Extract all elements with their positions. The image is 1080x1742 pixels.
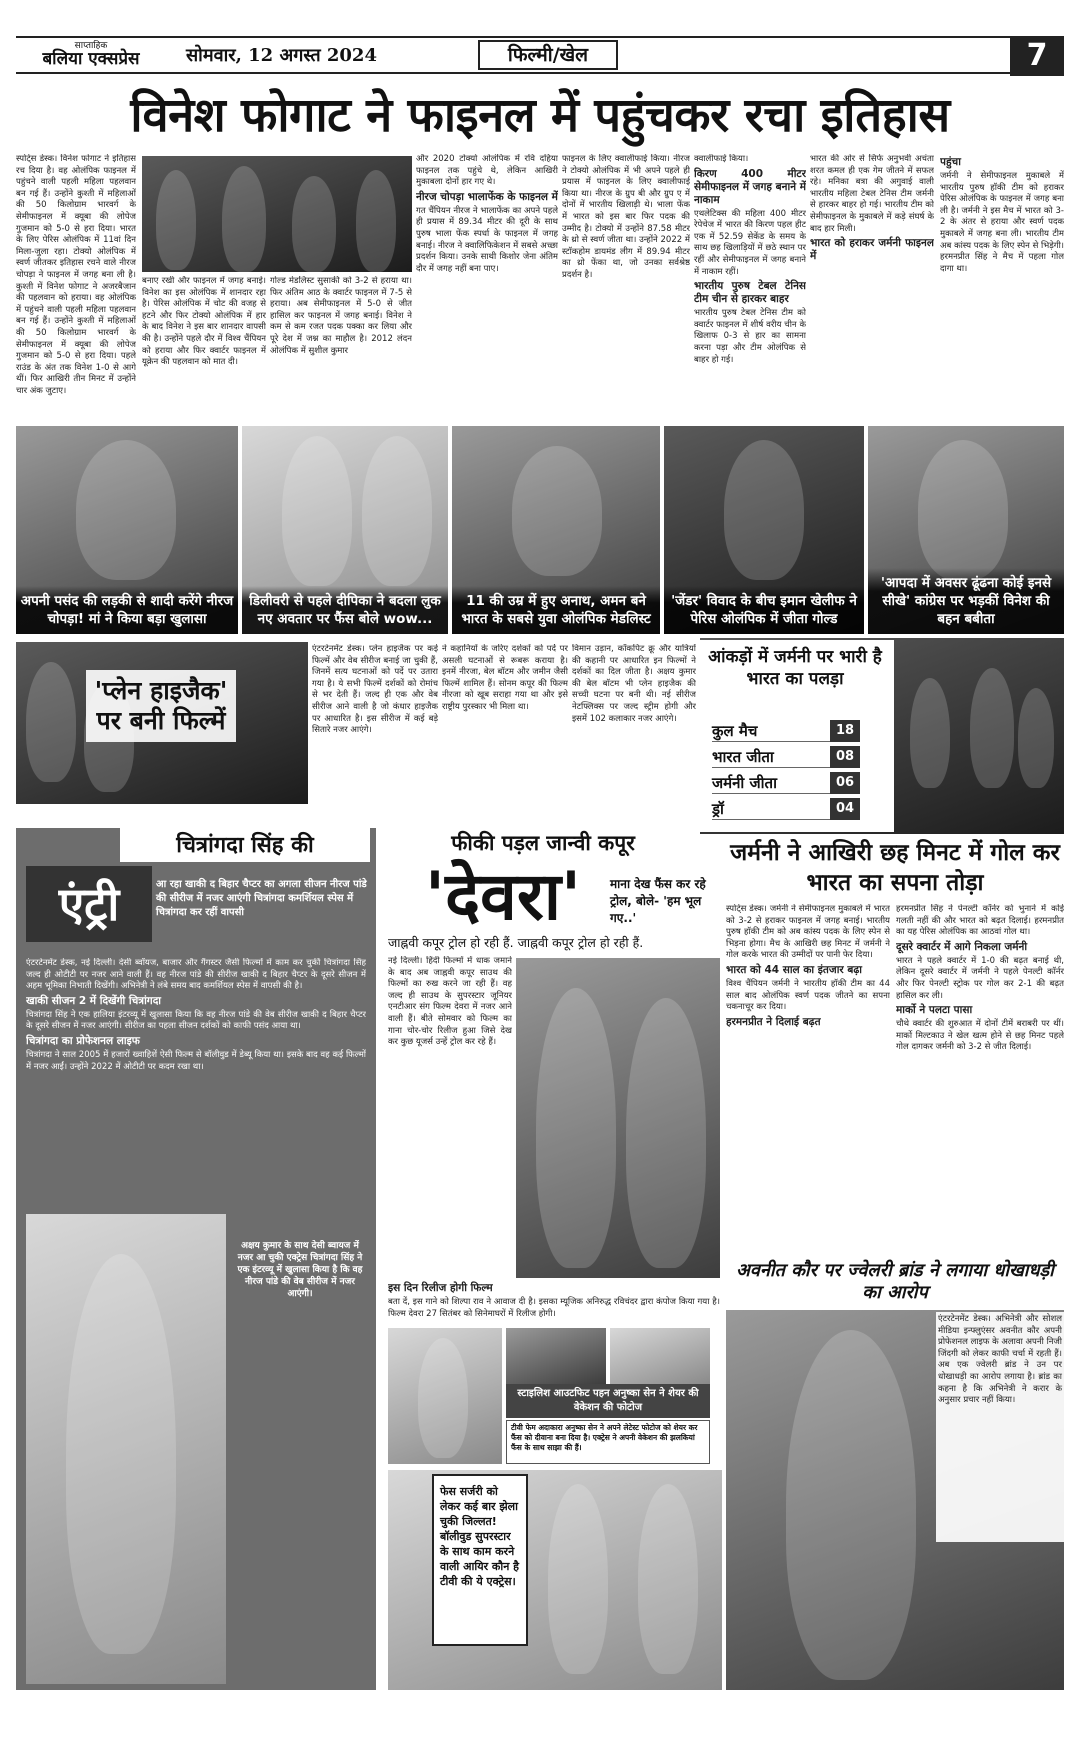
score-row-total [712, 720, 855, 742]
lead-col-6-body: एथलेटिक्स की महिला 400 मीटर रेपेचेज में भारत की किरण पहल हीट एक में 52.59 सेकेंड के समय के साथ छह खिलाड़ियों में छठे स्थान पर रहीं और सेमीफाइनल में जगह बनाने में नाकाम रहीं। [694, 208, 806, 277]
lead-col-6 [694, 154, 806, 416]
lead-subhead-germany: भारत को हराकर जर्मनी फाइनल में [810, 237, 934, 263]
devara-side-deck: माना देख फैंस कर रहे ट्रोल, बोले- 'हम भूल गए..' [610, 877, 706, 925]
devara-photo [516, 958, 720, 1278]
devara-body [388, 956, 512, 1278]
issue-date: सोमवार, 12 अगस्त 2024 [186, 45, 377, 66]
lead-col-8-body: जर्मनी ने सेमीफाइनल मुकाबले में भारतीय पुरुष हॉकी टीम को हराकर पेरिस ओलंपिक के फाइनल में जगह बना ली है। जर्मनी ने इस मैच में भारत को 3-2 के अंतर से हराया और स्वर्ण पदक मुकाबले में जगह बना ली। भारतीय टीम अब कांस्य पदक के लिए स्पेन से भिड़ेगी। हरमनप्रीत सिंह ने मैच में पहला गोल दागा था। [940, 171, 1064, 274]
score-value: 06 [830, 772, 860, 794]
strip-item-neeraj[interactable] [16, 426, 238, 634]
lead-col-6b-body: भारतीय पुरुष टेबल टेनिस टीम को क्वार्टर फाइनल में शीर्ष वरीय चीन के खिलाफ 0-3 से हार का सामना करना पड़ा और टीम ओलंपिक से बाहर हो गई। [694, 308, 806, 365]
strip-caption: 'जेंडर' विवाद के बीच इमान खेलीफ ने पेरिस ओलंपिक में जीता गोल्ड [664, 586, 864, 634]
score-label: कुल मैच [712, 722, 758, 740]
devara-body-2: बता दें, इस गाने को शिल्पा राव ने आवाज दी है। इसका म्यूजिक अनिरुद्ध रविचंदर द्वारा कंपोज किया गया है। फिल्म देवरा 27 सितंबर को सिनेमाघरों में रिलीज होगी। [388, 1297, 720, 1319]
main-headline: विनेश फोगाट ने फाइनल में पहुंचकर रचा इतिहास [130, 88, 950, 143]
lead-col-7 [810, 154, 934, 416]
page-footer-margin [0, 1712, 1080, 1742]
chitrangda-body [26, 958, 366, 1208]
hijack-col-3: विमान उड़ान, कॉकपिट क्रू और यात्रियों की कहानी पर आधारित इन फिल्मों ने दर्शकों का दिल जीता है। अक्षय कुमार की बेल बॉटम भी प्लेन हाइजैक की सच्ची घटना पर बनी थी। नई सीरीज नेटफ्लिक्स पर जल्द स्ट्रीम होगी और इसमें 102 कलाकार नजर आएंगे। [572, 644, 696, 724]
chitrangda-photo [26, 1214, 226, 1684]
germany-col2c-body: चौथे क्वार्टर की शुरुआत में दोनों टीमें बराबरी पर थीं। मार्को मिल्टकाउ ने खेल खत्म होने से छह मिनट पहले गोल दागकर जर्मनी को 3-2 से जीत दिलाई। [896, 1019, 1064, 1053]
germany-body-2: विश्व चैंपियन जर्मनी ने भारतीय हॉकी टीम का 44 साल बाद ओलंपिक स्वर्ण पदक जीतने का सपना चकनाचूर कर दिया। [726, 978, 890, 1013]
score-row-india [712, 746, 855, 768]
lead-subhead-kiran: किरण 400 मीटर सेमीफाइनल में जगह बनाने में नाकाम [694, 167, 806, 206]
strip-caption: 11 की उम्र में हुए अनाथ, अमन बने भारत के सबसे युवा ओलंपिक मेडलिस्ट [452, 586, 660, 634]
anushka-photo-3 [610, 1328, 710, 1384]
face-surgery-text: फेस सर्जरी को लेकर कई बार झेला चुकी जिल्लत! बॉलीवुड सुपरस्टार के साथ काम करने वाली आयिर कौन है टीवी की ये एक्ट्रेस। [432, 1474, 528, 1646]
chitrangda-body-3: चित्रांगदा ने साल 2005 में हजारों ख्वाहिशें ऐसी फिल्म से बॉलीवुड में डेब्यू किया था। इसके बाद वह कई फिल्मों में नजर आईं। उन्होंने 2022 में ओटीटी पर कदम रखा था। [26, 1049, 366, 1072]
anushka-caption: स्टाइलिश आउटफिट पहन अनुष्का सेन ने शेयर की वेकेशन की फोटोज [506, 1384, 710, 1418]
germany-col2-body: हरमनप्रीत सिंह ने पेनल्टी कॉर्नर को भुनाने में कोई गलती नहीं की और भारत को बढ़त दिलाई। हरमनप्रीत का यह पेरिस ओलंपिक का आठवां गोल था। [896, 904, 1064, 938]
entry-title: एंट्री [26, 866, 152, 942]
strip-item-imane[interactable] [664, 426, 864, 634]
devara-kicker: फीकी पड़ल जान्वी कपूर [451, 831, 635, 855]
score-value: 18 [830, 720, 860, 742]
score-row-germany [712, 772, 855, 794]
germany-headline: जर्मनी ने आखिरी छह मिनट में गोल कर भारत का सपना तोड़ा [730, 839, 1060, 896]
brand-tagline: साप्ताहिक [74, 41, 108, 51]
lead-col-8 [940, 154, 1064, 416]
strip-item-aman[interactable] [452, 426, 660, 634]
avneet-headline: अवनीत कौर पर ज्वेलरी ब्रांड ने लगाया धोखाधड़ी का आरोप [736, 1260, 1054, 1303]
lead-col-4-top: और 2020 टोक्यो ओलंपिक में रवि दहिया फाइनल तक पहुंचे थे, लेकिन आखिरी मुकाबला दोनों हार गए थे। [416, 154, 558, 188]
hijack-col-1: एंटरटेनमेंट डेस्क। प्लेन हाइजैक पर कई फिल्में और वेब सीरीज बनाई जा चुकी हैं, जिनमें सत्य घटनाओं को पर्दे पर उतारा गया है। ये सभी फिल्में दर्शकों को रोमांच से भर देती हैं। जल्द ही एक और वेब सीरीज आने वाली है जो कंधार हाइजैक पर आधारित है। इस सीरीज में कई बड़े सितारे नजर आएंगे। [312, 644, 438, 736]
avneet-body: एंटरटेनमेंट डेस्क। अभिनेत्री और सोशल मीडिया इन्फ्लुएंसर अवनीत कौर अपनी प्रोफेशनल लाइफ के अलावा अपनी निजी जिंदगी को लेकर काफी चर्चा में रहती हैं। अब एक ज्वेलरी ब्रांड ने उन पर धोखाधड़ी का आरोप लगाया है। ब्रांड का कहना है कि अभिनेत्री ने करार के अनुसार प्रचार नहीं किया। [936, 1312, 1064, 1542]
score-value: 04 [830, 798, 860, 820]
lead-photo-athletes [142, 156, 412, 272]
score-label: भारत जीता [712, 748, 774, 766]
chitrangda-subhead-1: खाकी सीजन 2 में दिखेंगी चित्रांगदा [26, 994, 162, 1007]
devara-title: 'देवरा' [424, 857, 582, 935]
germany-col-2 [896, 904, 1064, 1254]
lead-col-3: गोल्ड मेडलिस्ट सुसाकी को 3-2 से हराया था। फिर अंतिम आठ के क्वार्टर फाइनल में 7-5 से हराया। अब सेमीफाइनल में 5-0 से जीत हासिल कर फाइनल में जगह बनाई। विनेश ने कम से कम रजत पदक पक्का कर लिया और पूरे देश में जश्न का माहौल है। 2012 लंदन ओलंपिक में सुशील कुमार [270, 276, 412, 356]
lead-col-7-body: भारत की ओर से सिर्फ अनुभवी अचंता शरत कमल ही एक गेम जीतने में सफल रहे। मनिका बत्रा की अगुवाई वाली भारतीय महिला टेबल टेनिस टीम जर्मनी से हारकर बाहर हो गई। भारतीय टीम को सेमीफाइनल के मुकाबले में कड़े संघर्ष के बाद हार मिली। [810, 154, 934, 234]
chitrangda-title: चित्रांगदा सिंह की [120, 828, 370, 862]
germany-col-1 [726, 904, 890, 1254]
strip-caption: डिलीवरी से पहले दीपिका ने बदला लुक नए अवतार पर फैंस बोले wow... [242, 586, 448, 634]
lead-subhead-final: पहुंचा [940, 156, 961, 168]
anushka-note: टीवी फेम अदाकारा अनुष्का सेन ने अपने लेटेस्ट फोटोज को शेयर कर फैंस को दीवाना बना दिया है। एक्ट्रेस ने अपनी वेकेशन की झलकियां फैंस के साथ साझा की हैं। [506, 1420, 710, 1464]
chitrangda-subhead-2: चित्रांगदा का प्रोफेशनल लाइफ [26, 1034, 140, 1047]
scoreboard-title: आंकड़ों में जर्मनी पर भारी है भारत का पलड़ा [708, 647, 882, 689]
lead-col-4 [416, 154, 558, 416]
anushka-photo-2 [506, 1328, 606, 1384]
lead-subhead-neeraj: नीरज चोपड़ा भालाफेंक के फाइनल में [416, 190, 558, 203]
masthead [16, 36, 1064, 74]
hijack-title: 'प्लेन हाइजैक' पर बनी फिल्में [86, 670, 236, 742]
newspaper-brand [16, 42, 166, 68]
devara-footer [388, 1280, 720, 1320]
strip-caption: अपनी पसंद की लड़की से शादी करेंगे नीरज चोपड़ा! मां ने किया बड़ा खुलासा [16, 586, 238, 634]
chitrangda-body-2: चित्रांगदा सिंह ने एक हालिया इंटरव्यू में खुलासा किया कि वह नीरज पांडे की वेब सीरीज खाकी द बिहार चैप्टर के दूसरे सीजन में नजर आएंगी। सीरीज का पहला सीजन दर्शकों को काफी पसंद आया था। [26, 1009, 366, 1032]
brand-name: बलिया एक्सप्रेस [42, 49, 140, 69]
devara-subhead: इस दिन रिलीज होगी फिल्म [388, 1282, 493, 1294]
score-label: जर्मनी जीता [712, 774, 777, 792]
devara-body-1: नई दिल्ली। हिंदी फिल्मों में धाक जमाने के बाद अब जाह्नवी कपूर साउथ की फिल्मों का रुख करने जा रही हैं। वह जल्द ही साउथ के सुपरस्टार जूनियर एनटीआर संग फिल्म देवरा में नजर आने वाली हैं। बीते सोमवार को फिल्म का गाना चोर-चोर रिलीज हुआ जिसे देख कर कुछ यूजर्स उन्हें ट्रोल कर रहे हैं। [388, 956, 512, 1048]
hijack-col-2: ने कहानियों के जरिए दर्शकों को पर्दे पर असली घटनाओं से रूबरू कराया है। इनमें नीरजा, बेल बॉटम और जमीन जैसी फिल्में शामिल हैं। सोनम कपूर की फिल्म नीरजा को खूब सराहा गया था और इसे राष्ट्रीय पुरस्कार भी मिला था। [442, 644, 568, 712]
strip-caption: 'आपदा में अवसर ढूंढना कोई इनसे सीखे' कांग्रेस पर भड़कीं विनेश की बहन बबीता [868, 568, 1064, 634]
lead-col-1: स्पोर्ट्स डेस्क। विनेश फोगाट ने इतिहास रच दिया है। वह ओलंपिक फाइनल में पहुंचने वाली पहली महिला पहलवान बन गई हैं। उन्होंने कुश्ती में महिलाओं की 50 किलोग्राम भारवर्ग के सेमीफाइनल में क्यूबा की लोपेज गुजमान को 5-0 से हरा दिया। भारत के लिए पेरिस ओलंपिक में 11वां दिन मिला-जुला रहा। टोक्यो ओलंपिक में स्वर्ण जीतकर इतिहास रचने वाले नीरज चोपड़ा ने फाइनल में जगह बना ली है। कुश्ती में विनेश फोगाट ने अजरबैजान की पहलवान को हराया। वह ओलंपिक में पहुंचने वाली पहली महिला पहलवान बन गई हैं। उन्होंने कुश्ती में महिलाओं की 50 किलोग्राम भारवर्ग के सेमीफाइनल में क्यूबा की लोपेज गुजमान को 5-0 से हरा दिया। पहले राउंड के अंत तक विनेश 1-0 से आगे थीं। फिर आखिरी तीन मिनट में उन्होंने चार अंक जुटाए। [16, 154, 136, 396]
lead-subhead-tt: भारतीय पुरुष टेबल टेनिस टीम चीन से हारकर बाहर [694, 280, 806, 306]
lead-col-4-body: गत चैंपियन नीरज ने भालाफेंक का अपने पहले ही प्रयास में 89.34 मीटर की दूरी के साथ पुरुष भाला फेंक स्पर्धा के फाइनल में जगह बनाई। नीरज ने क्वालिफिकेशन में सबसे अच्छा प्रदर्शन किया। उनके साथी किशोर जेना अंतिम दौर में जगह नहीं बना पाए। [416, 205, 558, 274]
score-value: 08 [830, 746, 860, 768]
lead-col-6-top: क्वालीफाई किया। [694, 154, 749, 164]
score-row-draw [712, 798, 855, 820]
germany-subhead-4: मार्को ने पलटा पासा [896, 1004, 973, 1017]
germany-body-1: स्पोर्ट्स डेस्क। जर्मनी ने सेमीफाइनल मुकाबले में भारत को 3-2 से हराकर फाइनल में जगह बनाई। भारतीय पुरुष हॉकी टीम को अब कांस्य पदक के लिए स्पेन से भिड़ना होगा। मैच के आखिरी छह मिनट में जर्मनी ने गोल करके भारत की उम्मीदों पर पानी फेर दिया। [726, 904, 890, 961]
chitrangda-body-1: एंटरटेनमेंट डेस्क, नई दिल्ली। देसी ब्वॉयज, बाजार और गैंगस्टर जैसी फिल्मों में काम कर चुकीं चित्रांगदा सिंह जल्द ही ओटीटी पर नजर आने वाली हैं। वह नीरज पांडे की सीरीज खाकी द बिहार चैप्टर के दूसरे सीजन में अहम भूमिका निभाती दिखेंगी। अभिनेत्री ने लंबे समय बाद कमर्शियल स्पेस में वापसी की है। [26, 958, 366, 992]
score-label: ड्रॉ [712, 800, 724, 818]
chitrangda-deck: आ रहा खाकी द बिहार चैप्टर का अगला सीजन नीरज पांडे की सीरीज में नजर आएंगी चित्रांगदा कमर्शियल स्पेस में चित्रांगदा कर रहीं वापसी [156, 879, 367, 918]
germany-col2b-body: भारत ने पहले क्वार्टर में 1-0 की बढ़त बनाई थी, लेकिन दूसरे क्वार्टर में जर्मनी ने पहले पेनल्टी कॉर्नर और फिर पेनल्टी स्ट्रोक पर गोल कर 2-1 की बढ़त हासिल कर ली। [896, 955, 1064, 1001]
anushka-photo-1 [388, 1328, 502, 1464]
germany-subhead-3: दूसरे क्वार्टर में आगे निकला जर्मनी [896, 940, 1028, 953]
hijack-collage [16, 642, 308, 804]
page-number: 7 [1010, 36, 1064, 76]
lead-col-2: बनाए रखी और फाइनल में जगह बनाई। विनेश का इस ओलंपिक में शानदार रहा है। पेरिस ओलंपिक में चोट की वजह से हटने और फिर टोक्यो ओलंपिक में हार के बाद विनेश ने इस बार शानदार वापसी की है। उन्होंने पहले दौर में विश्व चैंपियन को हराया और फिर क्वार्टर फाइनल में यूक्रेन की पहलवान को मात दी। [142, 276, 266, 368]
germany-subhead-2: हरमनप्रीत ने दिलाई बढ़त [726, 1015, 821, 1028]
germany-subhead-1: भारत को 44 साल का इंतजार बढ़ा [726, 963, 863, 976]
lead-col-5: फाइनल के लिए क्वालीफाई किया। नीरज ने टोक्यो ओलंपिक में भी अपने पहले ही प्रयास में फाइनल के लिए क्वालीफाई किया था। नीरज के ग्रुप बी और ग्रुप ए में दोनों में भारतीय खिलाड़ी थे। भाला फेंक में भारत को इस बार फिर पदक की उम्मीद है। टोक्यो में उन्होंने 87.58 मीटर के थ्रो से स्वर्ण जीता था। उन्होंने 2022 में स्टॉकहोम डायमंड लीग में 89.94 मीटर का थ्रो फेंका था, जो उनका सर्वश्रेष्ठ प्रदर्शन है। [562, 154, 690, 280]
devara-deck: जाह्नवी कपूर ट्रोल हो रही हैं. जाह्नवी कपूर ट्रोल हो रही हैं. [388, 935, 644, 950]
section-tag: फिल्मी/खेल [478, 40, 618, 70]
strip-item-babita[interactable] [868, 426, 1064, 634]
chitrangda-quote: अक्षय कुमार के साथ देसी ब्वायज में नजर आ चुकी एक्ट्रेस चित्रांगदा सिंह ने एक इंटरव्यू में खुलासा किया है कि वह नीरज पांडे की वेब सीरीज में नजर आएंगी। [237, 1241, 363, 1299]
strip-item-deepika[interactable] [242, 426, 448, 634]
